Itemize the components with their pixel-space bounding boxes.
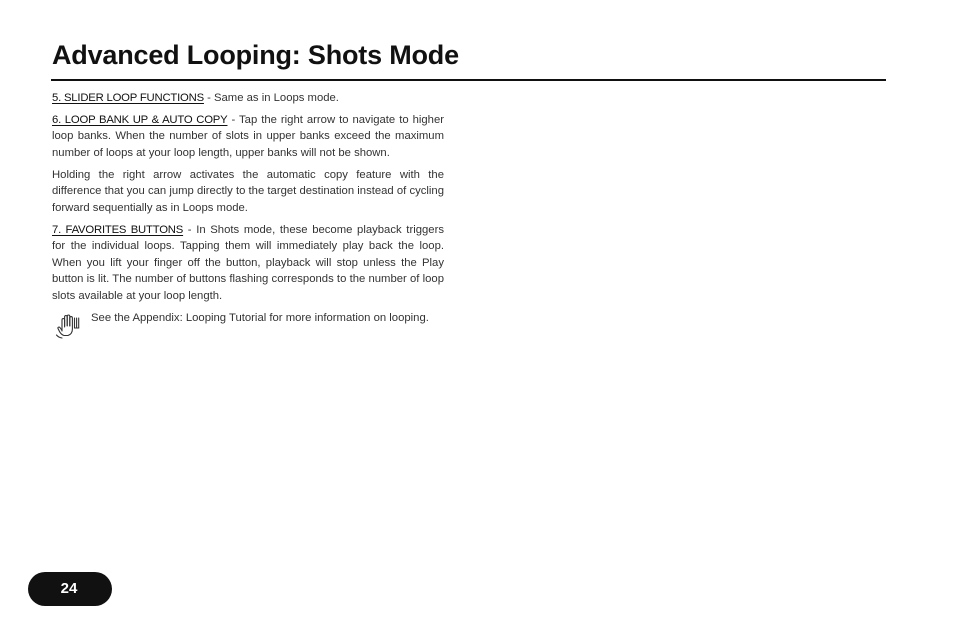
section-body: - Tap the right arrow to navigate to higher loop banks. When the number of slots in upper banks exceed the maximum number of loops at your loop length, upper banks will not be shown.: [52, 113, 445, 159]
page-title: Advanced Looping: Shots Mode: [52, 40, 459, 70]
note-text: See the Appendix: Looping Tutorial for more information on looping.: [91, 311, 429, 324]
page-number: 24: [60, 580, 78, 597]
section-slider-loop-functions: [52, 90, 444, 107]
section-heading: 5. SLIDER LOOP FUNCTIONS: [52, 92, 204, 104]
note-box: [52, 310, 444, 344]
page-number-badge: [28, 572, 112, 606]
section-body: - Same as in Loops mode.: [203, 92, 339, 104]
section-favorites-buttons: [52, 222, 444, 305]
section-body: - In Shots mode, these become playback triggers for the individual loops. Tapping them will immediately play back the loop. When you lift your finger off the button, playback will stop unless the Play button is lit. The number of buttons flashing corresponds to the number of loop slots available at your loop length.: [52, 223, 444, 302]
pointing-hand-icon: [54, 311, 84, 341]
title-divider: [51, 79, 886, 81]
section-body: Holding the right arrow activates the automatic copy feature with the difference that you can jump directly to the target destination instead of cycling forward sequentially as in Loops mode.: [52, 168, 444, 214]
section-heading: 6. LOOP BANK UP & AUTO COPY: [52, 113, 228, 126]
main-content: [52, 90, 444, 344]
section-heading: 7. FAVORITES BUTTONS: [52, 223, 184, 236]
section-loop-bank-up: [52, 112, 444, 162]
section-auto-copy-paragraph: [52, 167, 444, 217]
